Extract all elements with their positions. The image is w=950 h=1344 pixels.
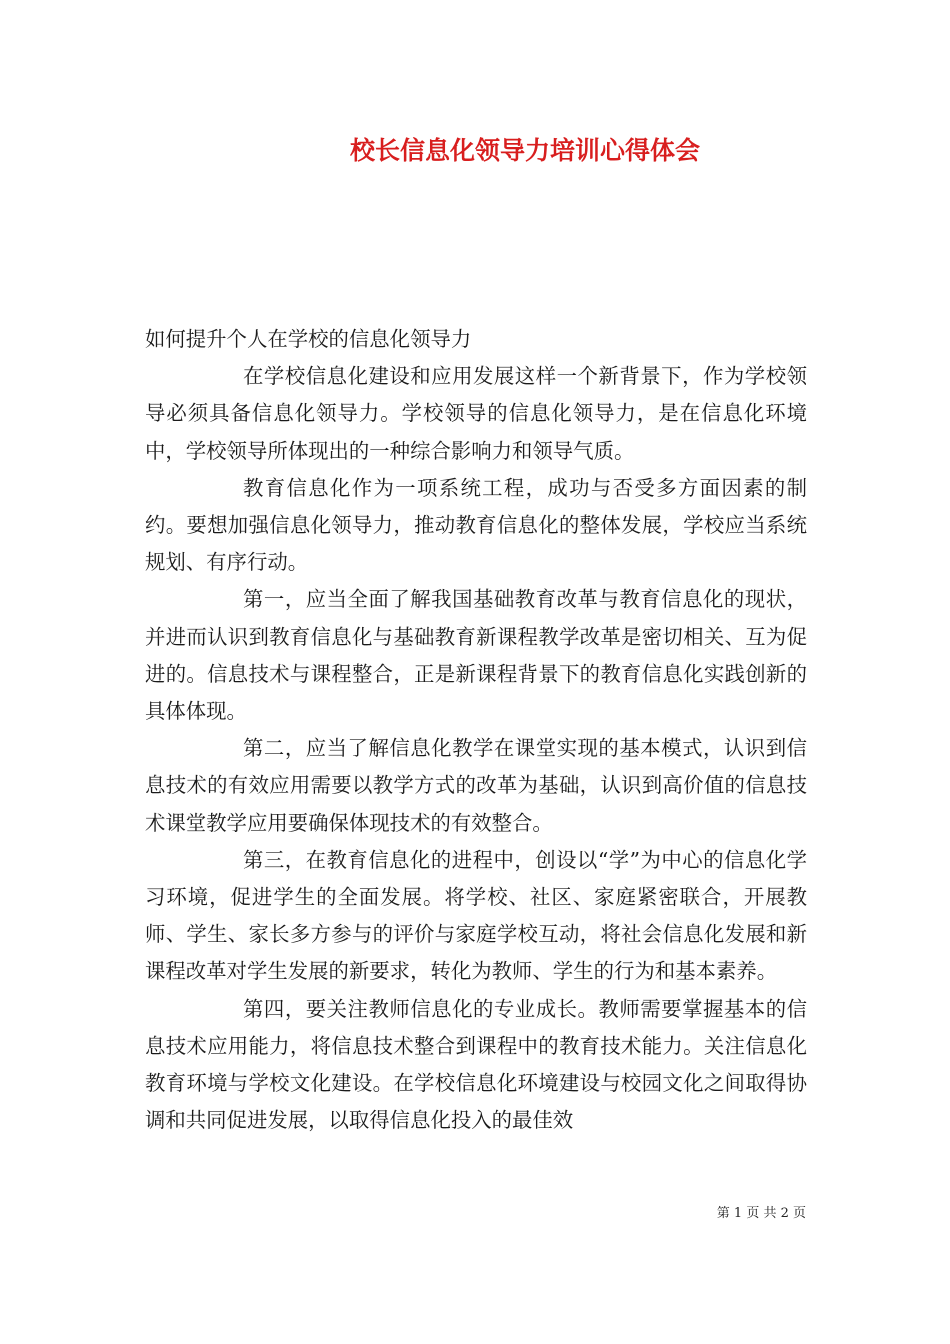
document-body: [145, 321, 807, 1139]
paragraph-4: 第二，应当了解信息化教学在课堂实现的基本模式，认识到信息技术的有效应用需要以教学方式的改革为基础，认识到高价值的信息技术课堂教学应用要确保体现技术的有效整合。: [145, 736, 807, 835]
paragraph-1: 在学校信息化建设和应用发展这样一个新背景下，作为学校领导必须具备信息化领导力。学校领导的信息化领导力，是在信息化环境中，学校领导所体现出的一种综合影响力和领导气质。: [145, 364, 807, 463]
document-title: 校长信息化领导力培训心得体会: [349, 136, 700, 165]
page-number-footer: 第 1 页 共 2 页: [716, 1206, 806, 1221]
paragraph-2: 教育信息化作为一项系统工程，成功与否受多方面因素的制约。要想加强信息化领导力，推动教育信息化的整体发展，学校应当系统规划、有序行动。: [145, 475, 807, 575]
paragraph-6: 第四，要关注教师信息化的专业成长。教师需要掌握基本的信息技术应用能力，将信息技术整合到课程中的教育技术能力。关注信息化教育环境与学校文化建设。在学校信息化环境建设与校园文化之间取得协调和共同促进发展，以取得信息化投入的最佳效: [145, 996, 807, 1133]
subheading: 如何提升个人在学校的信息化领导力: [145, 327, 472, 351]
paragraph-5: 第三，在教育信息化的进程中，创设以“学”为中心的信息化学习环境，促进学生的全面发展。将学校、社区、家庭紧密联合，开展教师、学生、家长多方参与的评价与家庭学校互动，将社会信息化发展和新课程改革对学生发展的新要求，转化为教师、学生的行为和基本素养。: [145, 847, 807, 984]
paragraph-3: 第一，应当全面了解我国基础教育改革与教育信息化的现状，并进而认识到教育信息化与基础教育新课程教学改革是密切相关、互为促进的。信息技术与课程整合，正是新课程背景下的教育信息化实践创新的具体体现。: [145, 587, 807, 724]
